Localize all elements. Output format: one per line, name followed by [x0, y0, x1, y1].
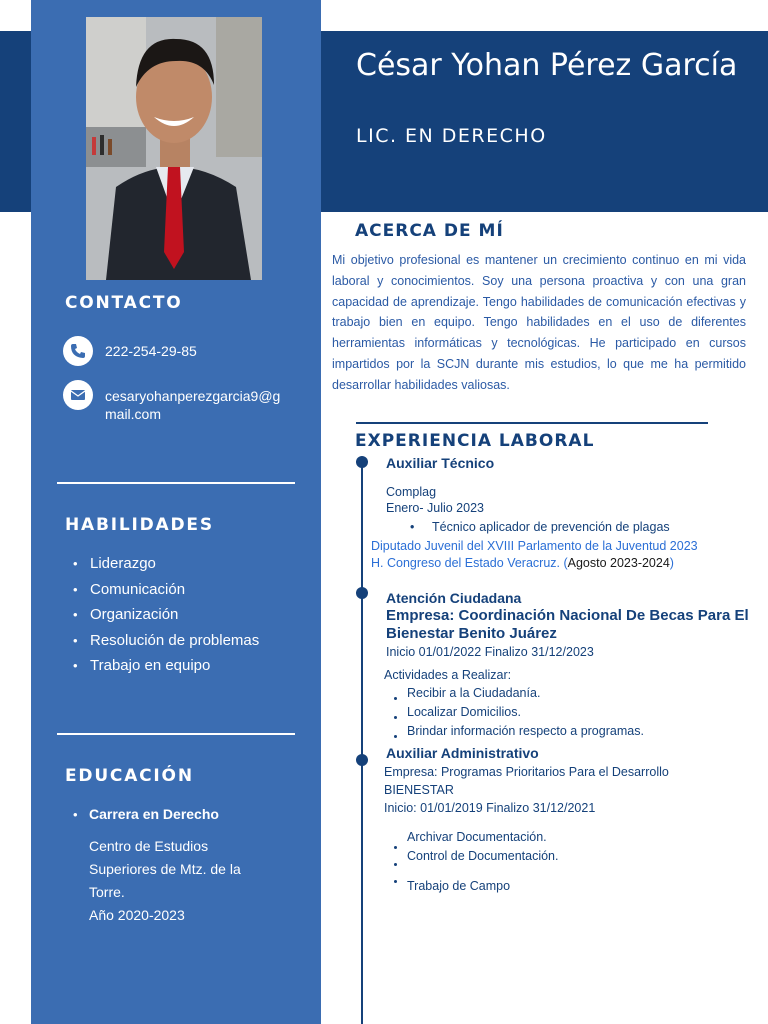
bullet — [394, 846, 397, 849]
job-extra-prefix: H. Congreso del Estado Veracruz. ( — [371, 556, 568, 570]
about-text: Mi objetivo profesional es mantener un crecimiento continuo en mi vida laboral y conocimientos. Soy una persona proactiva y con una gran capacidad de aprendizaje. Tengo habilidades de comunicación efectivas y trabajo bien en equipo. Tengo habilidades en el uso de diferentes herramientas informáticas y tecnológicas. He participado en cursos impartidos por la SCJN durante mis estudios, lo que me ha permitido desarrollar habilidades valiosas. — [332, 253, 746, 392]
education-line: Centro de Estudios — [89, 838, 209, 854]
bullet — [394, 697, 397, 700]
job-dates: Enero- Julio 2023 — [386, 501, 484, 515]
bullet — [394, 880, 397, 883]
activities-label: Actividades a Realizar: — [384, 668, 512, 682]
contact-heading: CONTACTO — [65, 293, 183, 313]
section-divider — [356, 422, 708, 424]
timeline-dot — [356, 587, 368, 599]
job-activity: Recibir a la Ciudadanía. — [407, 686, 541, 700]
sidebar-divider — [57, 733, 295, 735]
education-heading: EDUCACIÓN — [65, 766, 194, 786]
email-line-1: cesaryohanperezgarcia9@g — [105, 388, 281, 404]
job-title: Auxiliar Técnico — [386, 455, 495, 471]
degree-title: LIC. EN DERECHO — [356, 125, 547, 147]
job-extra-line — [371, 556, 674, 570]
phone-icon — [63, 336, 93, 366]
skill-item: • Resolución de problemas — [73, 628, 259, 654]
envelope-icon — [63, 380, 93, 410]
job-title: Auxiliar Administrativo — [386, 745, 539, 761]
education-line: Torre. — [89, 884, 125, 900]
skill-item: • Trabajo en equipo — [73, 653, 259, 679]
bullet: • — [73, 807, 78, 822]
timeline-dot — [356, 456, 368, 468]
skill-item: • Liderazgo — [73, 551, 259, 577]
timeline-dot — [356, 754, 368, 766]
phone-number: 222-254-29-85 — [105, 343, 197, 359]
skills-list — [73, 551, 259, 679]
job-company: Empresa: Programas Prioritarios Para el Desarrollo — [384, 765, 669, 779]
education-line: Superiores de Mtz. de la — [89, 861, 241, 877]
job-dates: Inicio: 01/01/2019 Finalizo 31/12/2021 — [384, 801, 596, 815]
job-activity: Control de Documentación. — [407, 849, 559, 863]
job-activity: Localizar Domicilios. — [407, 705, 521, 719]
education-line: Año 2020-2023 — [89, 907, 185, 923]
skills-heading: HABILIDADES — [65, 515, 214, 535]
skill-item: • Comunicación — [73, 577, 259, 603]
timeline-line — [361, 460, 363, 1024]
job-extra: Diputado Juvenil del XVIII Parlamento de la Juventud 2023 — [371, 539, 698, 553]
job-activity: Brindar información respecto a programas. — [407, 724, 644, 738]
job-dates: Inicio 01/01/2022 Finalizo 31/12/2023 — [386, 645, 594, 659]
email-line-2: mail.com — [105, 406, 162, 422]
bullet: • — [410, 520, 415, 534]
profile-photo — [86, 17, 262, 280]
job-extra-suffix: ) — [669, 556, 674, 570]
job-activity: Técnico aplicador de prevención de plagas — [432, 520, 670, 534]
job-company: Bienestar Benito Juárez — [386, 625, 557, 642]
bullet — [394, 716, 397, 719]
job-activity: Archivar Documentación. — [407, 830, 547, 844]
job-title: Atención Ciudadana — [386, 590, 522, 606]
bullet — [394, 863, 397, 866]
skill-item: • Organización — [73, 602, 259, 628]
experience-heading: EXPERIENCIA LABORAL — [355, 431, 595, 451]
bullet — [394, 735, 397, 738]
job-activity: Trabajo de Campo — [407, 879, 511, 893]
job-extra-dates: Agosto 2023-2024 — [567, 556, 670, 570]
about-heading: ACERCA DE MÍ — [355, 221, 504, 241]
job-company: Complag — [386, 485, 437, 499]
job-company: BIENESTAR — [384, 783, 454, 797]
job-company: Empresa: Coordinación Nacional De Becas Para El — [386, 607, 749, 624]
sidebar-divider — [57, 482, 295, 484]
education-degree: Carrera en Derecho — [89, 806, 219, 822]
full-name: César Yohan Pérez García — [356, 48, 738, 83]
